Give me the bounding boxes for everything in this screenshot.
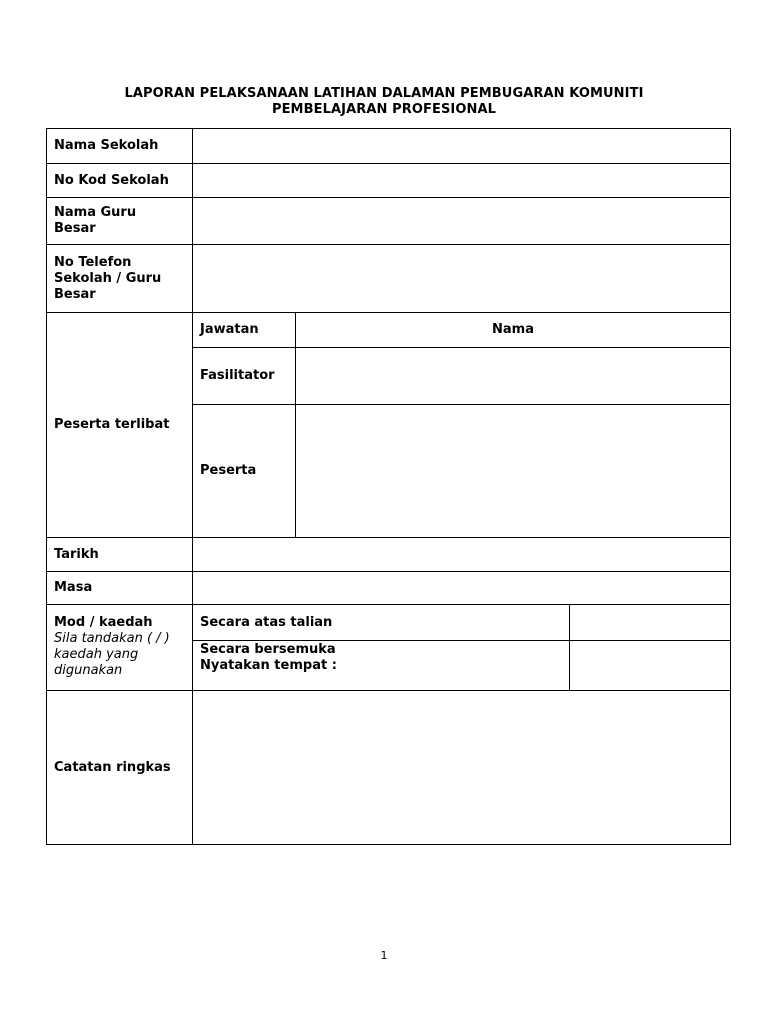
row-nama-guru-besar: [47, 198, 731, 245]
field-no-kod-sekolah[interactable]: [193, 164, 731, 198]
field-no-telefon[interactable]: [193, 245, 731, 313]
field-peserta-nama[interactable]: [296, 405, 731, 538]
label-mod-note-line-3: digunakan: [54, 663, 123, 678]
row-mod-option-1: [47, 605, 731, 641]
label-fasilitator: Fasilitator: [193, 348, 296, 405]
label-mod-note-line-1: Sila tandakan ( / ): [54, 631, 170, 646]
title-line-2: PEMBELAJARAN PROFESIONAL: [271, 102, 497, 117]
label-no-telefon-line-3: Besar: [54, 286, 96, 302]
checkbox-secara-atas-talian[interactable]: [570, 605, 731, 641]
report-form-table: [46, 128, 731, 845]
label-nama-guru-besar-line-2: Besar: [54, 221, 96, 236]
option-secara-atas-talian: Secara atas talian: [193, 605, 570, 641]
label-no-telefon-line-1: No Telefon: [54, 254, 132, 270]
label-masa: Masa: [47, 572, 193, 605]
row-nama-sekolah: [47, 129, 731, 164]
row-masa: [47, 572, 731, 605]
row-no-telefon: [47, 245, 731, 313]
header-jawatan: Jawatan: [193, 313, 296, 348]
field-nama-sekolah[interactable]: [193, 129, 731, 164]
label-mod-note-line-2: kaedah yang: [54, 647, 139, 662]
page-number: 1: [380, 949, 388, 962]
field-catatan-ringkas[interactable]: [193, 691, 731, 845]
field-tarikh[interactable]: [193, 538, 731, 572]
label-tarikh: Tarikh: [47, 538, 193, 572]
label-catatan-ringkas: Catatan ringkas: [47, 691, 193, 845]
label-no-kod-sekolah: No Kod Sekolah: [47, 164, 193, 198]
label-mod-kaedah: [47, 605, 193, 691]
row-tarikh: [47, 538, 731, 572]
label-no-telefon-line-2: Sekolah / Guru: [54, 270, 162, 286]
document-title: [0, 86, 768, 118]
row-catatan: [47, 691, 731, 845]
label-no-telefon: [47, 245, 193, 313]
label-mod-kaedah-title: Mod / kaedah: [54, 615, 153, 630]
label-peserta: Peserta: [193, 405, 296, 538]
option-nyatakan-tempat: Nyatakan tempat :: [200, 658, 337, 673]
header-nama: Nama: [296, 313, 731, 348]
label-peserta-terlibat: Peserta terlibat: [47, 313, 193, 538]
label-nama-sekolah: Nama Sekolah: [47, 129, 193, 164]
label-nama-guru-besar-line-1: Nama Guru: [54, 205, 137, 220]
field-nama-guru-besar[interactable]: [193, 198, 731, 245]
title-line-1: LAPORAN PELAKSANAAN LATIHAN DALAMAN PEMBUGARAN KOMUNITI: [124, 86, 644, 101]
option-secara-bersemuka: [193, 641, 570, 691]
field-masa[interactable]: [193, 572, 731, 605]
checkbox-secara-bersemuka[interactable]: [570, 641, 731, 691]
row-no-kod-sekolah: [47, 164, 731, 198]
row-peserta-header: [47, 313, 731, 348]
label-nama-guru-besar: [47, 198, 193, 245]
option-secara-bersemuka-line-1: Secara bersemuka: [200, 642, 336, 657]
field-fasilitator-nama[interactable]: [296, 348, 731, 405]
